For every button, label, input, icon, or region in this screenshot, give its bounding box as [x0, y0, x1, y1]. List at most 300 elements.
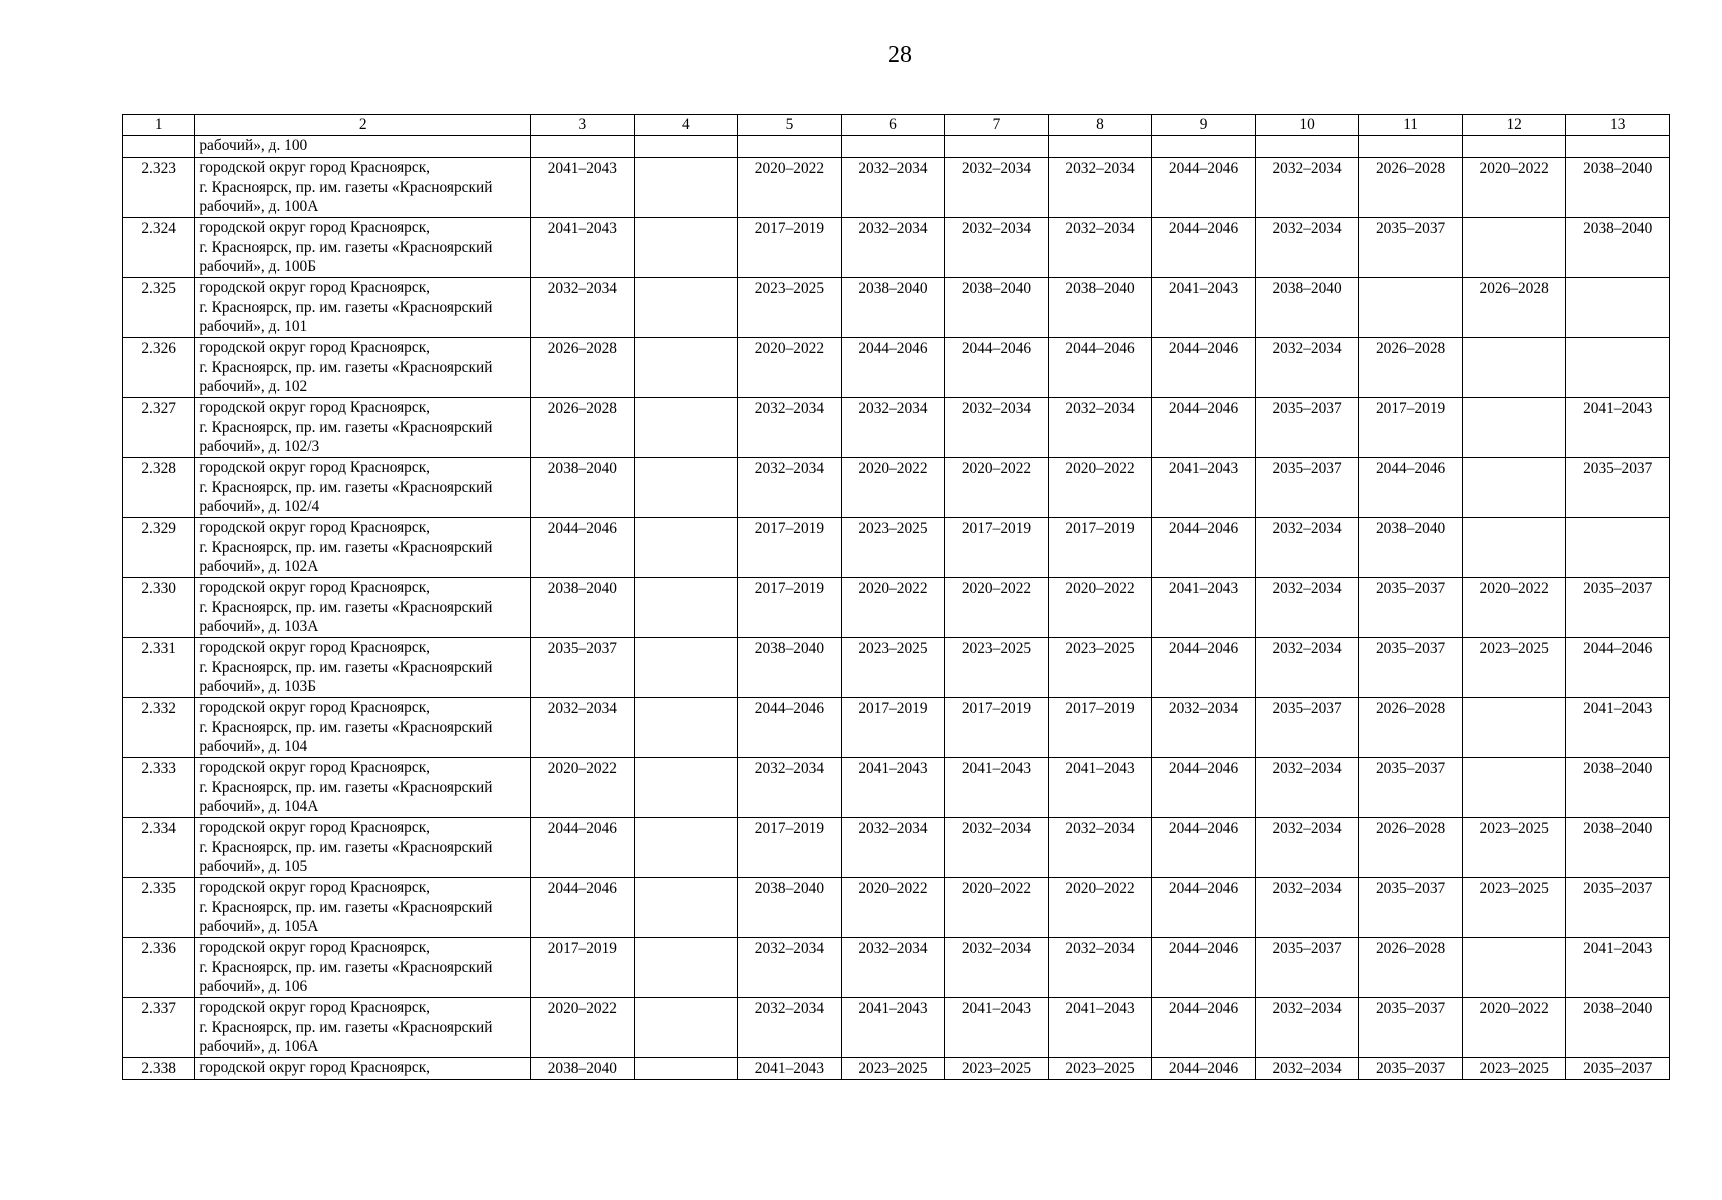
table-row [123, 1058, 1670, 1080]
period-cell: 2020–2022 [1462, 578, 1566, 638]
period-cell: 2044–2046 [1566, 638, 1670, 698]
period-cell [634, 578, 738, 638]
period-cell: 2035–2037 [1359, 1058, 1463, 1080]
column-header: 11 [1359, 115, 1463, 136]
table-row [123, 518, 1670, 578]
address-cell [195, 878, 531, 938]
period-cell: 2044–2046 [1152, 518, 1256, 578]
address-cell [195, 158, 531, 218]
address-line: рабочий», д. 104 [199, 738, 308, 755]
period-cell: 2041–2043 [531, 218, 635, 278]
period-cell: 2038–2040 [1566, 218, 1670, 278]
column-header: 4 [634, 115, 738, 136]
table-row [123, 338, 1670, 398]
period-cell: 2035–2037 [531, 638, 635, 698]
period-cell: 2044–2046 [1152, 218, 1256, 278]
period-cell: 2020–2022 [841, 578, 945, 638]
period-cell: 2032–2034 [841, 398, 945, 458]
period-cell [634, 398, 738, 458]
table-body [123, 136, 1670, 1080]
period-cell [1462, 136, 1566, 158]
period-cell: 2032–2034 [738, 758, 842, 818]
address-line: рабочий», д. 100Б [199, 258, 317, 275]
period-cell: 2017–2019 [945, 698, 1049, 758]
period-cell: 2035–2037 [1359, 218, 1463, 278]
period-cell: 2032–2034 [1048, 158, 1152, 218]
period-cell [634, 136, 738, 158]
row-number: 2.324 [123, 218, 195, 278]
period-cell: 2038–2040 [738, 878, 842, 938]
row-number: 2.331 [123, 638, 195, 698]
address-cell [195, 638, 531, 698]
period-cell: 2044–2046 [738, 698, 842, 758]
period-cell: 2026–2028 [1462, 278, 1566, 338]
period-cell: 2017–2019 [531, 938, 635, 998]
address-line: городской округ город Красноярск, [199, 939, 431, 956]
period-cell: 2032–2034 [841, 218, 945, 278]
address-line: городской округ город Красноярск, [199, 399, 431, 416]
period-cell: 2038–2040 [1566, 998, 1670, 1058]
period-cell: 2023–2025 [945, 638, 1049, 698]
address-line: г. Красноярск, пр. им. газеты «Красноярский [199, 538, 493, 556]
table-row [123, 398, 1670, 458]
address-line: рабочий», д. 102/4 [199, 498, 320, 515]
period-cell: 2020–2022 [1462, 158, 1566, 218]
address-cell [195, 698, 531, 758]
address-cell [195, 998, 531, 1058]
period-cell: 2041–2043 [1048, 758, 1152, 818]
period-cell: 2020–2022 [1048, 578, 1152, 638]
period-cell: 2032–2034 [1048, 818, 1152, 878]
period-cell: 2023–2025 [1462, 638, 1566, 698]
row-number: 2.334 [123, 818, 195, 878]
address-cell [195, 218, 531, 278]
period-cell: 2041–2043 [1566, 938, 1670, 998]
period-cell: 2020–2022 [841, 878, 945, 938]
address-line: рабочий», д. 100А [199, 198, 319, 215]
period-cell: 2026–2028 [1359, 338, 1463, 398]
column-header: 3 [531, 115, 635, 136]
period-cell: 2032–2034 [531, 698, 635, 758]
address-line: городской округ город Красноярск, [199, 279, 431, 296]
period-cell: 2020–2022 [738, 338, 842, 398]
address-cell [195, 398, 531, 458]
table-row [123, 578, 1670, 638]
period-cell [1462, 698, 1566, 758]
period-cell: 2032–2034 [1152, 698, 1256, 758]
column-header: 10 [1255, 115, 1359, 136]
address-line: рабочий», д. 104А [199, 798, 319, 815]
period-cell: 2038–2040 [531, 458, 635, 518]
address-line: рабочий», д. 101 [199, 318, 308, 335]
period-cell: 2038–2040 [1566, 818, 1670, 878]
period-cell: 2038–2040 [1566, 758, 1670, 818]
period-cell: 2038–2040 [841, 278, 945, 338]
period-cell: 2038–2040 [1048, 278, 1152, 338]
period-cell: 2035–2037 [1566, 878, 1670, 938]
period-cell: 2032–2034 [1255, 818, 1359, 878]
address-line: городской округ город Красноярск, [199, 339, 431, 356]
row-number: 2.329 [123, 518, 195, 578]
address-line: г. Красноярск, пр. им. газеты «Красноярский [199, 838, 493, 856]
period-cell: 2041–2043 [531, 158, 635, 218]
row-number: 2.325 [123, 278, 195, 338]
period-cell: 2032–2034 [738, 398, 842, 458]
period-cell: 2020–2022 [738, 158, 842, 218]
period-cell: 2038–2040 [738, 638, 842, 698]
address-line: г. Красноярск, пр. им. газеты «Красноярский [199, 478, 493, 496]
period-cell: 2020–2022 [1048, 458, 1152, 518]
period-cell: 2026–2028 [531, 398, 635, 458]
period-cell: 2044–2046 [1152, 758, 1256, 818]
period-cell: 2023–2025 [841, 1058, 945, 1080]
period-cell: 2023–2025 [841, 638, 945, 698]
row-number: 2.330 [123, 578, 195, 638]
period-cell: 2017–2019 [1048, 698, 1152, 758]
period-cell [1359, 278, 1463, 338]
column-header: 9 [1152, 115, 1256, 136]
period-cell: 2038–2040 [1566, 158, 1670, 218]
table-row [123, 878, 1670, 938]
period-cell [1462, 758, 1566, 818]
period-cell: 2026–2028 [1359, 818, 1463, 878]
address-line: г. Красноярск, пр. им. газеты «Красноярский [199, 298, 493, 316]
period-cell [1566, 136, 1670, 158]
row-number: 2.337 [123, 998, 195, 1058]
column-header: 5 [738, 115, 842, 136]
period-cell: 2035–2037 [1255, 398, 1359, 458]
period-cell: 2020–2022 [1462, 998, 1566, 1058]
period-cell: 2017–2019 [738, 818, 842, 878]
address-cell [195, 758, 531, 818]
address-line: г. Красноярск, пр. им. газеты «Красноярский [199, 358, 493, 376]
address-line: городской округ город Красноярск, [199, 879, 431, 896]
address-line: рабочий», д. 106А [199, 1038, 319, 1055]
period-cell: 2044–2046 [1048, 338, 1152, 398]
period-cell: 2032–2034 [738, 458, 842, 518]
period-cell: 2032–2034 [1048, 398, 1152, 458]
period-cell [634, 638, 738, 698]
period-cell [1462, 338, 1566, 398]
address-cell [195, 938, 531, 998]
period-cell: 2044–2046 [1359, 458, 1463, 518]
period-cell: 2032–2034 [841, 158, 945, 218]
address-line: рабочий», д. 106 [199, 978, 308, 995]
period-cell: 2023–2025 [1462, 878, 1566, 938]
period-cell [634, 518, 738, 578]
period-cell [1462, 938, 1566, 998]
period-cell: 2044–2046 [1152, 878, 1256, 938]
period-cell: 2032–2034 [1255, 338, 1359, 398]
period-cell: 2044–2046 [945, 338, 1049, 398]
address-line: г. Красноярск, пр. им. газеты «Красноярский [199, 1018, 493, 1036]
period-cell [738, 136, 842, 158]
period-cell: 2026–2028 [1359, 938, 1463, 998]
period-cell: 2035–2037 [1359, 578, 1463, 638]
period-cell: 2038–2040 [1359, 518, 1463, 578]
period-cell: 2017–2019 [945, 518, 1049, 578]
table-row [123, 136, 1670, 158]
address-line: рабочий», д. 105А [199, 918, 319, 935]
address-line: г. Красноярск, пр. им. газеты «Красноярский [199, 418, 493, 436]
period-cell: 2023–2025 [1462, 818, 1566, 878]
row-number: 2.336 [123, 938, 195, 998]
table-row [123, 218, 1670, 278]
address-line: рабочий», д. 103Б [199, 678, 317, 695]
period-cell: 2038–2040 [1255, 278, 1359, 338]
period-cell [634, 758, 738, 818]
row-number: 2.326 [123, 338, 195, 398]
period-cell [634, 878, 738, 938]
period-cell: 2041–2043 [1566, 698, 1670, 758]
period-cell: 2032–2034 [1255, 878, 1359, 938]
row-number: 2.332 [123, 698, 195, 758]
column-header: 13 [1566, 115, 1670, 136]
period-cell: 2044–2046 [1152, 338, 1256, 398]
period-cell: 2035–2037 [1566, 1058, 1670, 1080]
address-line: рабочий», д. 102/3 [199, 438, 320, 455]
period-cell [634, 698, 738, 758]
period-cell: 2032–2034 [1255, 758, 1359, 818]
period-cell [634, 158, 738, 218]
period-cell [634, 218, 738, 278]
address-line: городской округ город Красноярск, [199, 699, 431, 716]
period-cell: 2017–2019 [1048, 518, 1152, 578]
period-cell: 2017–2019 [738, 518, 842, 578]
address-line: городской округ город Красноярск, [199, 219, 431, 236]
period-cell [1255, 136, 1359, 158]
period-cell: 2023–2025 [841, 518, 945, 578]
address-line: городской округ город Красноярск, [199, 519, 431, 536]
period-cell [634, 998, 738, 1058]
period-cell: 2041–2043 [945, 758, 1049, 818]
page-number: 28 [888, 42, 912, 68]
row-number [123, 136, 195, 158]
table-row [123, 698, 1670, 758]
period-cell: 2044–2046 [531, 878, 635, 938]
row-number: 2.328 [123, 458, 195, 518]
period-cell [1566, 338, 1670, 398]
period-cell: 2023–2025 [1048, 638, 1152, 698]
address-line: городской округ город Красноярск, [199, 579, 431, 596]
period-cell: 2035–2037 [1359, 758, 1463, 818]
period-cell: 2038–2040 [531, 1058, 635, 1080]
period-cell [634, 1058, 738, 1080]
period-cell: 2026–2028 [1359, 698, 1463, 758]
period-cell: 2041–2043 [1566, 398, 1670, 458]
period-cell: 2038–2040 [531, 578, 635, 638]
period-cell [1462, 218, 1566, 278]
period-cell: 2020–2022 [1048, 878, 1152, 938]
period-cell: 2035–2037 [1255, 938, 1359, 998]
period-cell: 2041–2043 [1048, 998, 1152, 1058]
address-line: рабочий», д. 103А [199, 618, 319, 635]
period-cell: 2044–2046 [1152, 818, 1256, 878]
address-cell [195, 818, 531, 878]
period-cell: 2032–2034 [1255, 158, 1359, 218]
period-cell: 2032–2034 [1255, 638, 1359, 698]
period-cell [1462, 518, 1566, 578]
row-number: 2.327 [123, 398, 195, 458]
period-cell: 2044–2046 [1152, 1058, 1256, 1080]
period-cell: 2032–2034 [945, 398, 1049, 458]
period-cell: 2035–2037 [1359, 998, 1463, 1058]
period-cell: 2032–2034 [531, 278, 635, 338]
period-cell: 2017–2019 [738, 578, 842, 638]
table-row [123, 458, 1670, 518]
period-cell: 2044–2046 [1152, 398, 1256, 458]
period-cell: 2020–2022 [531, 998, 635, 1058]
period-cell [841, 136, 945, 158]
period-cell: 2032–2034 [945, 218, 1049, 278]
address-line: г. Красноярск, пр. им. газеты «Красноярский [199, 238, 493, 256]
period-cell [1566, 518, 1670, 578]
period-cell: 2026–2028 [531, 338, 635, 398]
period-cell: 2044–2046 [1152, 158, 1256, 218]
period-cell: 2017–2019 [738, 218, 842, 278]
address-line: г. Красноярск, пр. им. газеты «Красноярский [199, 898, 493, 916]
address-line: городской округ город Красноярск, [199, 159, 431, 176]
address-line: г. Красноярск, пр. им. газеты «Красноярский [199, 718, 493, 736]
table-row [123, 758, 1670, 818]
period-cell: 2032–2034 [738, 998, 842, 1058]
row-number: 2.338 [123, 1058, 195, 1080]
period-cell: 2044–2046 [1152, 938, 1256, 998]
table-row [123, 998, 1670, 1058]
address-line: городской округ город Красноярск, [199, 999, 431, 1016]
period-cell: 2023–2025 [738, 278, 842, 338]
address-line: городской округ город Красноярск, [199, 759, 431, 776]
address-line: г. Красноярск, пр. им. газеты «Красноярский [199, 778, 493, 796]
period-cell: 2035–2037 [1566, 578, 1670, 638]
address-line: г. Красноярск, пр. им. газеты «Красноярский [199, 658, 493, 676]
address-cell [195, 136, 531, 158]
address-line: рабочий», д. 105 [199, 858, 308, 875]
period-cell [634, 278, 738, 338]
address-line: рабочий», д. 102 [199, 378, 308, 395]
period-cell [634, 458, 738, 518]
period-cell [1359, 136, 1463, 158]
period-cell: 2041–2043 [1152, 458, 1256, 518]
period-cell: 2041–2043 [945, 998, 1049, 1058]
period-cell: 2035–2037 [1255, 698, 1359, 758]
period-cell: 2044–2046 [841, 338, 945, 398]
address-cell [195, 1058, 531, 1080]
table-header [123, 115, 1670, 136]
period-cell: 2035–2037 [1255, 458, 1359, 518]
address-cell [195, 338, 531, 398]
period-cell: 2044–2046 [1152, 638, 1256, 698]
column-header: 2 [195, 115, 531, 136]
period-cell: 2032–2034 [1255, 1058, 1359, 1080]
address-line: г. Красноярск, пр. им. газеты «Красноярский [199, 178, 493, 196]
table-row [123, 158, 1670, 218]
period-cell: 2041–2043 [1152, 278, 1256, 338]
period-cell [945, 136, 1049, 158]
address-cell [195, 518, 531, 578]
address-cell [195, 458, 531, 518]
header-row [123, 115, 1670, 136]
period-cell: 2032–2034 [1255, 998, 1359, 1058]
period-cell [531, 136, 635, 158]
period-cell: 2017–2019 [1359, 398, 1463, 458]
table-row [123, 278, 1670, 338]
table-row [123, 818, 1670, 878]
period-cell: 2032–2034 [945, 818, 1049, 878]
period-cell: 2020–2022 [531, 758, 635, 818]
period-cell: 2023–2025 [1462, 1058, 1566, 1080]
column-header: 1 [123, 115, 195, 136]
period-cell: 2044–2046 [531, 818, 635, 878]
period-cell: 2041–2043 [1152, 578, 1256, 638]
period-cell: 2035–2037 [1359, 878, 1463, 938]
row-number: 2.335 [123, 878, 195, 938]
period-cell: 2020–2022 [945, 878, 1049, 938]
period-cell [1462, 398, 1566, 458]
period-cell [1048, 136, 1152, 158]
address-line: рабочий», д. 100 [199, 137, 308, 154]
period-cell: 2020–2022 [841, 458, 945, 518]
period-cell: 2041–2043 [841, 758, 945, 818]
period-cell: 2044–2046 [1152, 998, 1256, 1058]
column-header: 8 [1048, 115, 1152, 136]
address-line: городской округ город Красноярск, [199, 459, 431, 476]
period-cell [634, 338, 738, 398]
period-cell: 2041–2043 [738, 1058, 842, 1080]
period-cell: 2032–2034 [945, 938, 1049, 998]
period-cell: 2026–2028 [1359, 158, 1463, 218]
period-cell: 2032–2034 [841, 938, 945, 998]
schedule-table [122, 114, 1670, 1080]
row-number: 2.323 [123, 158, 195, 218]
period-cell: 2032–2034 [738, 938, 842, 998]
period-cell: 2038–2040 [945, 278, 1049, 338]
address-line: г. Красноярск, пр. им. газеты «Красноярский [199, 958, 493, 976]
address-line: г. Красноярск, пр. им. газеты «Красноярский [199, 598, 493, 616]
period-cell: 2032–2034 [1255, 518, 1359, 578]
period-cell: 2020–2022 [945, 578, 1049, 638]
address-line: городской округ город Красноярск, [199, 1059, 431, 1076]
address-line: городской округ город Красноярск, [199, 639, 431, 656]
period-cell: 2032–2034 [841, 818, 945, 878]
address-cell [195, 278, 531, 338]
period-cell [1462, 458, 1566, 518]
period-cell [1566, 278, 1670, 338]
column-header: 7 [945, 115, 1049, 136]
period-cell: 2035–2037 [1566, 458, 1670, 518]
address-line: городской округ город Красноярск, [199, 819, 431, 836]
period-cell: 2017–2019 [841, 698, 945, 758]
period-cell: 2032–2034 [1255, 578, 1359, 638]
period-cell [1152, 136, 1256, 158]
period-cell: 2032–2034 [1048, 218, 1152, 278]
period-cell: 2035–2037 [1359, 638, 1463, 698]
column-header: 6 [841, 115, 945, 136]
period-cell [634, 818, 738, 878]
period-cell: 2020–2022 [945, 458, 1049, 518]
table-row [123, 938, 1670, 998]
period-cell: 2023–2025 [1048, 1058, 1152, 1080]
period-cell: 2032–2034 [945, 158, 1049, 218]
period-cell: 2032–2034 [1048, 938, 1152, 998]
period-cell: 2032–2034 [1255, 218, 1359, 278]
period-cell [634, 938, 738, 998]
period-cell: 2023–2025 [945, 1058, 1049, 1080]
address-cell [195, 578, 531, 638]
column-header: 12 [1462, 115, 1566, 136]
period-cell: 2041–2043 [841, 998, 945, 1058]
row-number: 2.333 [123, 758, 195, 818]
